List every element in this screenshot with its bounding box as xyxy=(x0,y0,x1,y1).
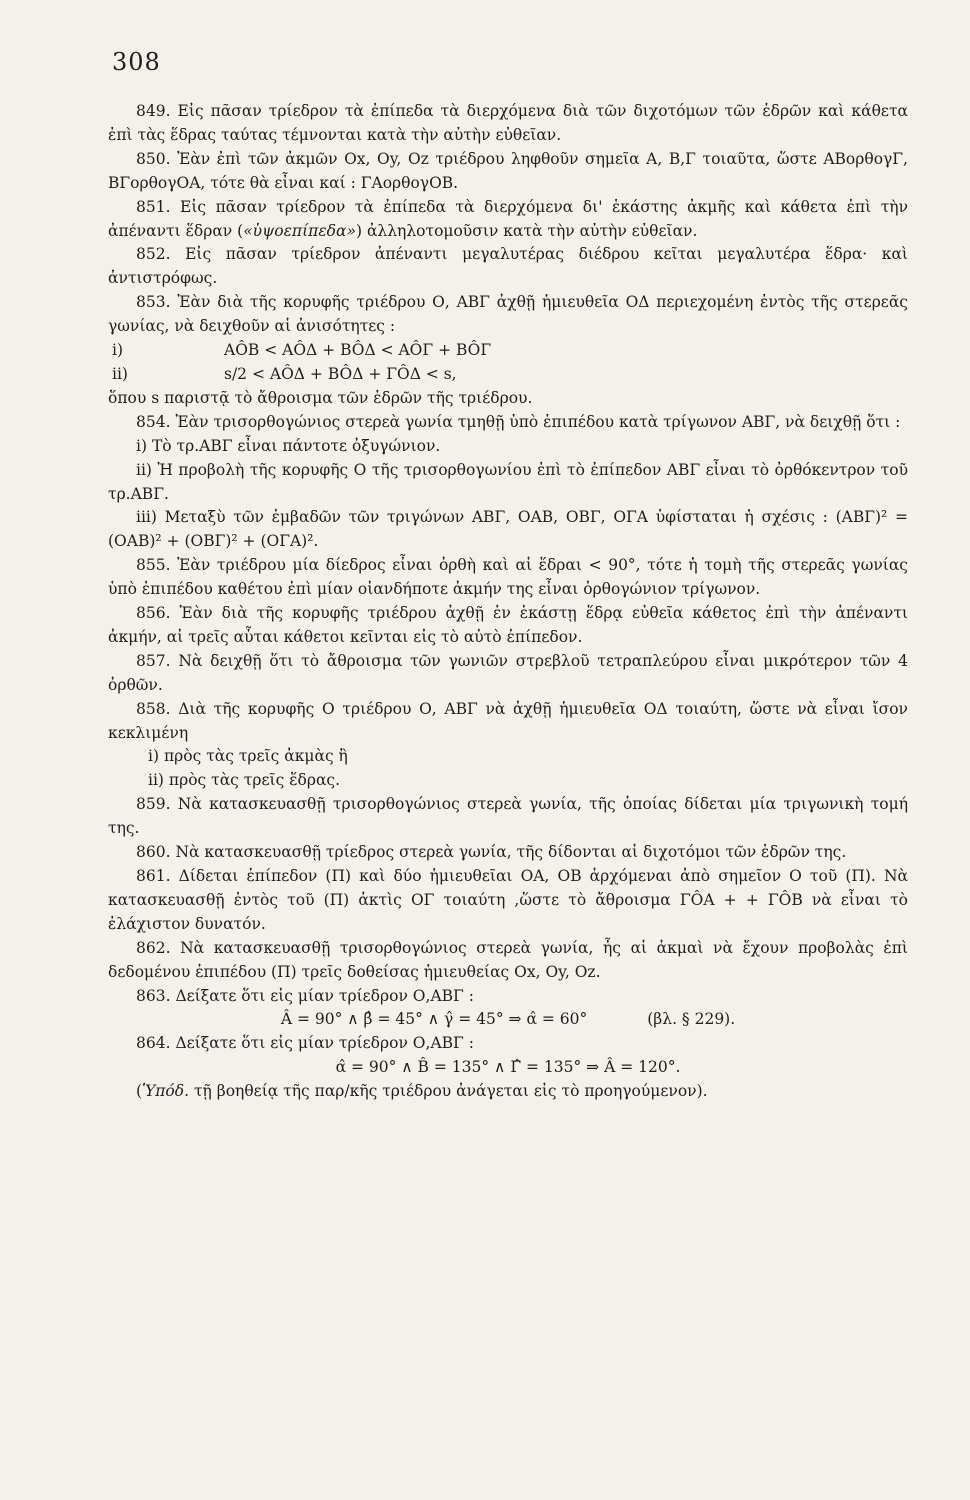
problem-860 xyxy=(108,841,908,865)
problem-852 xyxy=(108,243,908,291)
problem-849 xyxy=(108,100,908,148)
problem-number: 852. xyxy=(136,245,171,264)
problem-text: Νὰ κατασκευασθῇ τρισορθογώνιος στερεὰ γωνία, ἧς αἱ ἀκμαὶ νὰ ἔχουν προβολὰς ἐπὶ δεδομένου ἐπιπέδου (Π) τρεῖς δοθείσας ἡμιευθείας Ox, Oy, Oz. xyxy=(108,938,908,981)
problem-text: Εἰς πᾶσαν τρίεδρον ἀπέναντι μεγαλυτέρας διέδρου κεῖται μεγαλυτέρα ἕδρα· καὶ ἀντιστρόφως. xyxy=(108,245,908,288)
problem-text: Νὰ δειχθῇ ὅτι τὸ ἄθροισμα τῶν γωνιῶν στρεβλοῦ τετραπλεύρου εἶναι μικρότερον τῶν 4 ὀρθῶν. xyxy=(108,651,908,694)
problem-text: Εἰς πᾶσαν τρίεδρον τὰ ἐπίπεδα τὰ διερχόμενα διὰ τῶν διχοτόμων τῶν ἑδρῶν καὶ κάθετα ἐπὶ τὰς ἕδρας ταύτας τέμνονται κατὰ τὴν αὐτὴν εὐθεῖαν. xyxy=(108,102,908,144)
sub-item xyxy=(108,363,908,387)
problem-text: ) ἀλληλοτομοῦσιν κατὰ τὴν αὐτὴν εὐθεῖαν. xyxy=(355,221,698,240)
sub-item-label: i) xyxy=(112,341,124,360)
problem-text: Δίδεται ἐπίπεδον (Π) καὶ δύο ἡμιευθεῖαι ΟΑ, ΟΒ ἀρχόμεναι ἀπὸ σημεῖον Ο τοῦ (Π). Νὰ κατασκευασθῇ ἐντὸς τοῦ (Π) ἀκτὶς ΟΓ τοιαύτη ,ὥστε τὸ ἄθροισμα ΓÔΑ + + ΓÔΒ νὰ εἶναι τὸ ἐλάχιστον δυνατόν. xyxy=(108,867,908,933)
problem-858 xyxy=(108,698,908,746)
problem-861 xyxy=(108,865,908,937)
sub-item-text: πρὸς τὰς τρεῖς ἕδρας. xyxy=(168,771,341,790)
sub-item-text: Ἡ προβολὴ τῆς κορυφῆς Ο τῆς τρισορθογωνίου ἐπὶ τὸ ἐπίπεδον ΑΒΓ εἶναι τὸ ὀρθόκεντρον τοῦ τρ.ΑΒΓ. xyxy=(108,460,908,503)
problem-number: 864. xyxy=(136,1034,171,1053)
sub-item-label: i) xyxy=(148,747,160,766)
problem-text: Ἐὰν τρισορθογώνιος στερεὰ γωνία τμηθῇ ὑπὸ ἐπιπέδου κατὰ τρίγωνον ΑΒΓ, νὰ δειχθῇ ὅτι : xyxy=(175,412,901,431)
problem-number: 857. xyxy=(136,651,171,670)
body-text xyxy=(108,100,908,1104)
sub-item-label: i) xyxy=(136,436,148,455)
problem-text: Δείξατε ὅτι εἰς μίαν τρίεδρον Ο,ΑΒΓ : xyxy=(175,1034,474,1053)
formula-text: Â = 90° ∧ β̂ = 45° ∧ γ̂ = 45° ⇒ α̂ = 60° xyxy=(280,1010,588,1029)
sub-item-text: πρὸς τὰς τρεῖς ἀκμὰς ἢ xyxy=(163,747,348,766)
sub-item-label: ii) xyxy=(112,364,128,383)
problem-text-italic: «ὑψοεπίπεδα» xyxy=(243,221,356,240)
problem-text: Δείξατε ὅτι εἰς μίαν τρίεδρον Ο,ΑΒΓ : xyxy=(175,986,474,1005)
problem-text: Ἐὰν διὰ τῆς κορυφῆς τριέδρου ἀχθῇ ἐν ἑκάστῃ ἕδρᾳ εὐθεῖα κάθετος ἐπὶ τὴν ἀπέναντι ἀκμήν, αἱ τρεῖς αὗται κάθετοι κεῖνται εἰς τὸ αὐτὸ ἐπίπεδον. xyxy=(108,604,908,646)
sub-item-text: Μεταξὺ τῶν ἐμβαδῶν τῶν τριγώνων ΑΒΓ, ΟΑΒ, ΟΒΓ, ΟΓΑ ὑφίσταται ἡ σχέσις : (ΑΒΓ)² = (ΟΑΒ)² + (ΟΒΓ)² + (ΟΓΑ)². xyxy=(108,508,908,551)
problem-857 xyxy=(108,650,908,698)
hint-text: τῇ βοηθείᾳ τῆς παρ/κῆς τριέδρου ἀνάγεται εἰς τὸ προηγούμενον). xyxy=(193,1082,708,1101)
problem-850 xyxy=(108,148,908,196)
problem-853 xyxy=(108,291,908,339)
formula-reference: (βλ. § 229). xyxy=(647,1010,736,1029)
hint-label: Ὑπόδ. xyxy=(142,1082,190,1101)
problem-number: 855. xyxy=(136,556,171,575)
problem-text: Ἐὰν τριέδρου μία δίεδρος εἶναι ὀρθὴ καὶ αἱ ἕδραι < 90°, τότε ἡ τομὴ τῆς στερεᾶς γωνίας ὑπὸ ἐπιπέδου καθέτου ἐπὶ μίαν οἱανδήποτε ἀκμήν της εἶναι ὀρθογώνιον τρίγωνον. xyxy=(108,556,908,599)
sub-item-text: Τὸ τρ.ΑΒΓ εἶναι πάντοτε ὀξυγώνιον. xyxy=(151,436,441,455)
sub-item xyxy=(108,769,908,793)
problem-864 xyxy=(108,1032,908,1056)
sub-item xyxy=(108,745,908,769)
sub-item xyxy=(108,459,908,507)
problem-number: 858. xyxy=(136,699,171,718)
problem-number: 860. xyxy=(136,843,171,862)
sub-item-label: ii) xyxy=(136,460,152,479)
problem-854 xyxy=(108,411,908,435)
sub-item-label: iii) xyxy=(136,508,157,527)
problem-862 xyxy=(108,937,908,985)
problem-number: 853. xyxy=(136,293,171,312)
sub-item-formula: s/2 < AÔΔ + BÔΔ + ΓÔΔ < s, xyxy=(224,364,457,383)
page-number: 308 xyxy=(112,48,161,76)
hint-prefix: ( xyxy=(136,1082,143,1101)
problem-number: 859. xyxy=(136,795,171,814)
hint-864 xyxy=(108,1080,908,1104)
sub-item-label: ii) xyxy=(148,771,164,790)
problem-text: Εἰς πᾶσαν τρίεδρον τὰ ἐπίπεδα τὰ διερχόμενα δι' ἑκάστης ἀκμῆς καὶ κάθετα ἐπὶ τὴν ἀπέναντι ἕδραν ( xyxy=(108,197,908,240)
problem-863 xyxy=(108,985,908,1009)
problem-number: 862. xyxy=(136,938,171,957)
problem-number: 856. xyxy=(136,604,171,623)
problem-853-after: ὅπου s παριστᾷ τὸ ἄθροισμα τῶν ἑδρῶν τῆς τριέδρου. xyxy=(108,388,533,407)
problem-text: Νὰ κατασκευασθῇ τρίεδρος στερεὰ γωνία, τῆς δίδονται αἱ διχοτόμοι τῶν ἑδρῶν της. xyxy=(175,843,847,862)
problem-855 xyxy=(108,554,908,602)
problem-number: 854. xyxy=(136,412,171,431)
problem-851 xyxy=(108,196,908,244)
problem-text: Διὰ τῆς κορυφῆς Ο τριέδρου Ο, ΑΒΓ νὰ ἀχθῇ ἡμιευθεῖα ΟΔ τοιαύτη, ὥστε νὰ εἶναι ἴσον κεκλιμένη xyxy=(108,699,908,742)
problem-number: 861. xyxy=(136,867,171,885)
problem-text: Νὰ κατασκευασθῇ τρισορθογώνιος στερεὰ γωνία, τῆς ὁποίας δίδεται μία τριγωνικὴ τομή της. xyxy=(108,795,908,838)
formula-text: α̂ = 90° ∧ B̂ = 135° ∧ Γ̂ = 135° ⇒ Â = 120°. xyxy=(335,1058,681,1077)
sub-item xyxy=(108,506,908,554)
problem-text: Ἐὰν ἐπὶ τῶν ἀκμῶν Ox, Oy, Oz τριέδρου ληφθοῦν σημεῖα A, B,Γ τοιαῦτα, ὥστε AΒορθογΓ, ΒΓορθογΟΑ, τότε θὰ εἶναι καί : ΓΑορθογΟΒ. xyxy=(108,149,908,192)
problem-859 xyxy=(108,793,908,841)
problem-number: 863. xyxy=(136,986,171,1005)
problem-number: 851. xyxy=(136,197,171,216)
sub-item-formula: AÔB < AÔΔ + BÔΔ < AÔΓ + BÔΓ xyxy=(224,341,492,360)
sub-item xyxy=(108,435,908,459)
problem-number: 850. xyxy=(136,149,171,168)
formula-864 xyxy=(108,1056,908,1080)
problem-number: 849. xyxy=(136,102,171,120)
formula-863 xyxy=(108,1008,908,1032)
sub-item xyxy=(108,339,908,363)
problem-text: Ἐὰν διὰ τῆς κορυφῆς τριέδρου Ο, ΑΒΓ ἀχθῇ ἡμιευθεῖα ΟΔ περιεχομένη ἐντὸς τῆς στερεᾶς γωνίας, νὰ δειχθοῦν αἱ ἀνισότητες : xyxy=(108,293,908,336)
problem-856 xyxy=(108,602,908,650)
